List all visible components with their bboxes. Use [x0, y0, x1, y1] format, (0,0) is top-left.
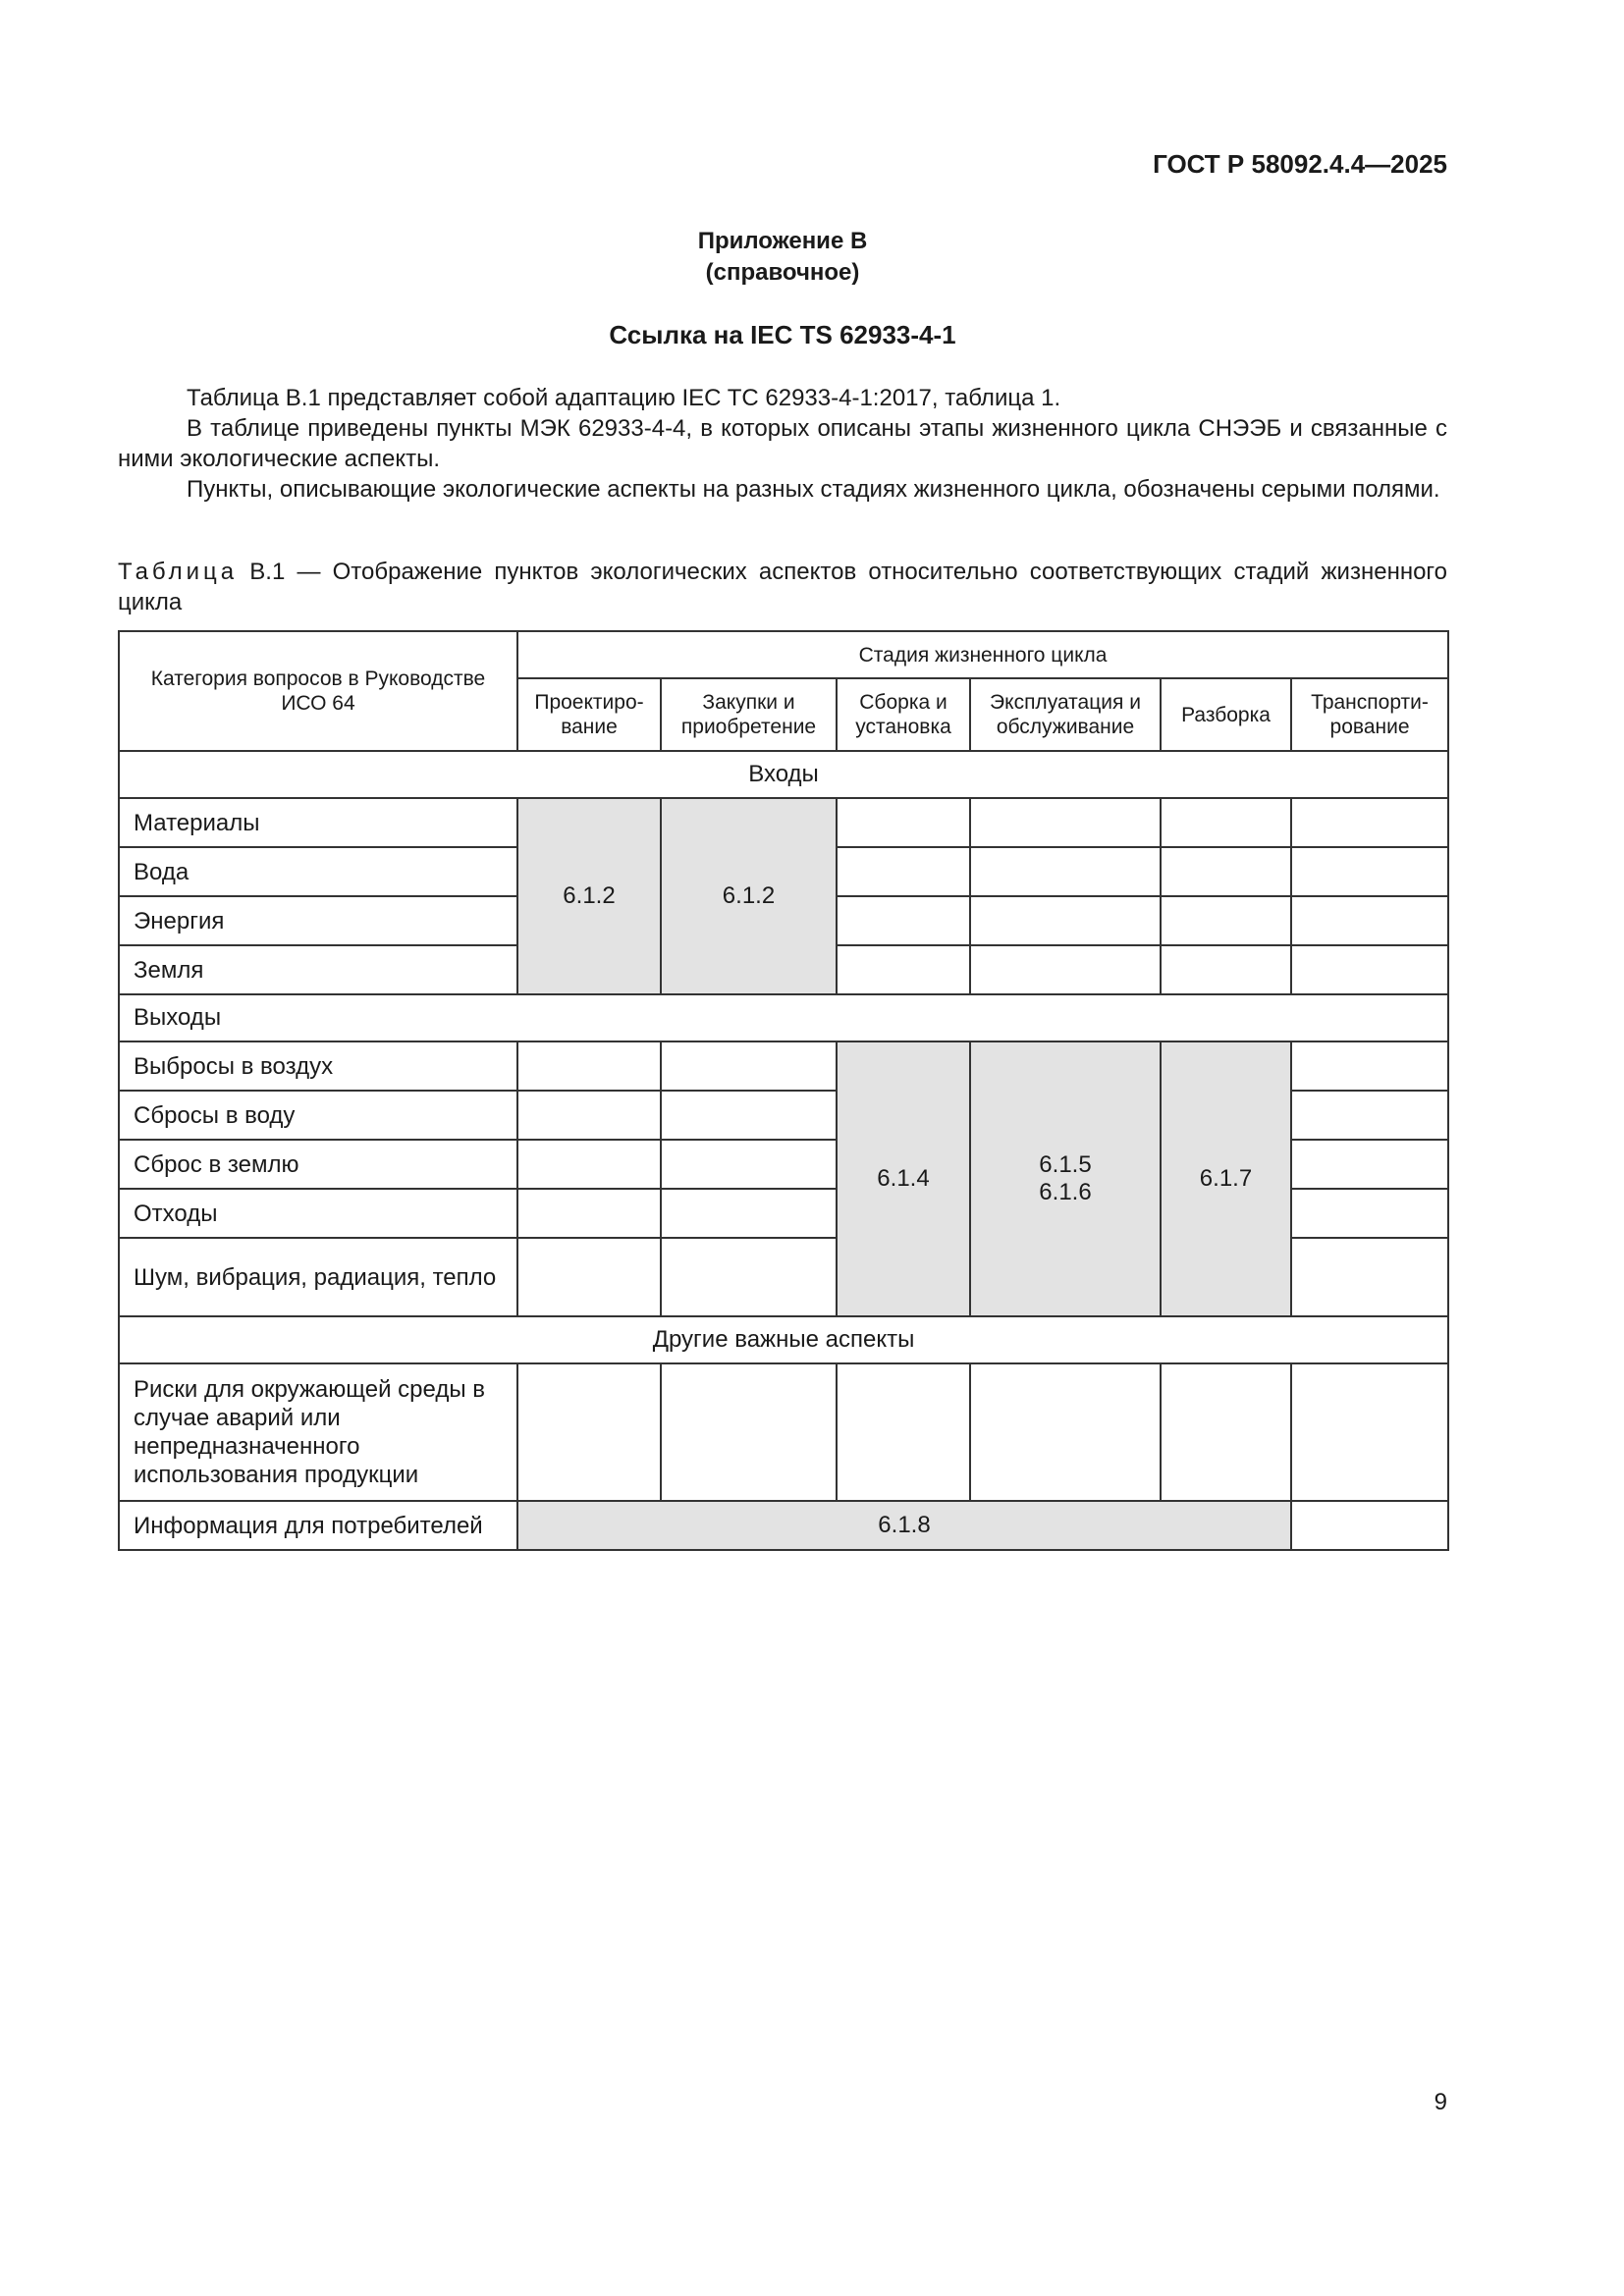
inputs-section: Входы: [119, 751, 1448, 798]
caption-prefix: Таблица: [118, 559, 239, 585]
category-header: Категория вопросов в Руководстве ИСО 64: [119, 631, 517, 751]
empty-cell: [1161, 945, 1291, 994]
table-row: [119, 751, 1448, 798]
table-row: [119, 1501, 1448, 1550]
table-row: [119, 1363, 1448, 1501]
row-label: Материалы: [119, 798, 517, 847]
empty-cell: [1291, 1363, 1448, 1501]
stage-operation: Эксплуатация и обслуживание: [970, 678, 1161, 751]
table-row: [119, 994, 1448, 1041]
appendix-title: Приложение В: [697, 228, 868, 254]
empty-cell: [970, 896, 1161, 945]
empty-cell: [970, 798, 1161, 847]
consumer-info-cell: 6.1.8: [517, 1501, 1291, 1550]
empty-cell: [1291, 896, 1448, 945]
empty-cell: [970, 847, 1161, 896]
row-label: Выбросы в воздух: [119, 1041, 517, 1091]
row-label: Отходы: [119, 1189, 517, 1238]
page-number: 9: [1434, 2089, 1447, 2115]
outputs-disassembly-cell: 6.1.7: [1161, 1041, 1291, 1316]
empty-cell: [517, 1189, 661, 1238]
empty-cell: [517, 1363, 661, 1501]
empty-cell: [517, 1238, 661, 1316]
table-row: [119, 798, 1448, 847]
empty-cell: [1291, 1189, 1448, 1238]
empty-cell: [517, 1041, 661, 1091]
outputs-operation-value: 6.1.6: [1039, 1179, 1092, 1205]
row-label: Сброс в землю: [119, 1140, 517, 1189]
appendix-subtitle: (справочное): [705, 259, 860, 286]
row-label: Энергия: [119, 896, 517, 945]
empty-cell: [1161, 798, 1291, 847]
caption-text: В.1 — Отображение пунктов экологических аспектов относительно соответствующих стадий жизненного цикла: [118, 559, 1447, 615]
intro-paragraph: Таблица В.1 представляет собой адаптацию IEC TC 62933-4-1:2017, таблица 1.: [187, 385, 1061, 411]
empty-cell: [837, 798, 970, 847]
empty-cell: [1161, 1363, 1291, 1501]
lifecycle-table: [118, 630, 1449, 1551]
empty-cell: [1291, 1501, 1448, 1550]
empty-cell: [970, 1363, 1161, 1501]
stage-header: Стадия жизненного цикла: [517, 631, 1448, 678]
table-row: [119, 1316, 1448, 1363]
empty-cell: [1161, 847, 1291, 896]
other-section: Другие важные аспекты: [119, 1316, 1448, 1363]
row-label: Риски для окружающей среды в случае аварий или непредназначенного использования продукции: [119, 1363, 517, 1501]
stage-design: Проектиро-вание: [517, 678, 661, 751]
table-header-row: [119, 631, 1448, 678]
empty-cell: [837, 1363, 970, 1501]
outputs-section: Выходы: [119, 994, 1448, 1041]
empty-cell: [517, 1140, 661, 1189]
intro-paragraph: Пункты, описывающие экологические аспекты на разных стадиях жизненного цикла, обозначены серыми полями.: [187, 476, 1440, 503]
stage-disassembly: Разборка: [1161, 678, 1291, 751]
inputs-procurement-cell: 6.1.2: [661, 798, 837, 994]
empty-cell: [661, 1189, 837, 1238]
table-caption: [118, 557, 1447, 617]
empty-cell: [1291, 798, 1448, 847]
outputs-operation-cell: [970, 1041, 1161, 1316]
empty-cell: [1291, 945, 1448, 994]
document-code: ГОСТ Р 58092.4.4—2025: [1153, 149, 1447, 179]
row-label: Земля: [119, 945, 517, 994]
row-label: Информация для потребителей: [119, 1501, 517, 1550]
empty-cell: [837, 945, 970, 994]
empty-cell: [661, 1238, 837, 1316]
intro-paragraph: В таблице приведены пункты МЭК 62933-4-4, в которых описаны этапы жизненного цикла СНЭЭБ и связанные с ними экологические аспекты.: [118, 415, 1447, 472]
empty-cell: [661, 1140, 837, 1189]
empty-cell: [1291, 1041, 1448, 1091]
row-label: Шум, вибрация, радиация, тепло: [119, 1238, 517, 1316]
empty-cell: [837, 896, 970, 945]
appendix-heading: [0, 226, 1565, 289]
intro-text: [118, 383, 1447, 505]
empty-cell: [837, 847, 970, 896]
inputs-design-cell: 6.1.2: [517, 798, 661, 994]
empty-cell: [1291, 1091, 1448, 1140]
table-row: [119, 1041, 1448, 1091]
empty-cell: [1291, 847, 1448, 896]
empty-cell: [1291, 1140, 1448, 1189]
outputs-assembly-cell: 6.1.4: [837, 1041, 970, 1316]
empty-cell: [661, 1091, 837, 1140]
section-heading: Ссылка на IEC TS 62933-4-1: [609, 320, 956, 349]
empty-cell: [1291, 1238, 1448, 1316]
stage-procurement: Закупки и приобретение: [661, 678, 837, 751]
stage-assembly: Сборка и установка: [837, 678, 970, 751]
empty-cell: [970, 945, 1161, 994]
stage-transport: Транспорти-рование: [1291, 678, 1448, 751]
empty-cell: [661, 1363, 837, 1501]
empty-cell: [661, 1041, 837, 1091]
row-label: Вода: [119, 847, 517, 896]
empty-cell: [1161, 896, 1291, 945]
outputs-operation-value: 6.1.5: [1039, 1151, 1092, 1178]
row-label: Сбросы в воду: [119, 1091, 517, 1140]
empty-cell: [517, 1091, 661, 1140]
